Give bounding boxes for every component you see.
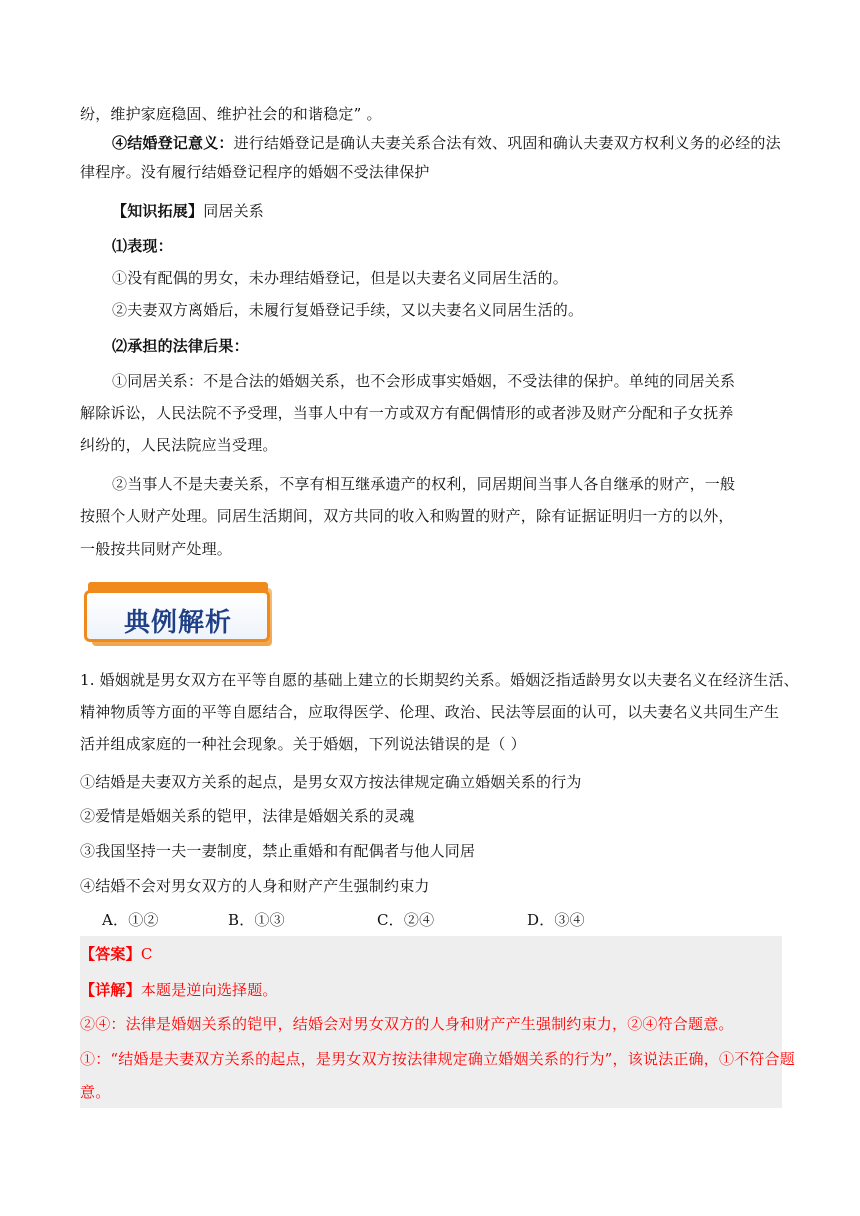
answer-label: 【答案】 [80,945,141,963]
question-stem-line: 1. 婚姻就是男女双方在平等自愿的基础上建立的长期契约关系。婚姻泛指适龄男女以夫妻名义在经济生活、 [80,671,799,689]
option-a: A．①② [102,911,159,929]
question-stem-line: 活并组成家庭的一种社会现象。关于婚姻，下列说法错误的是（ ） [80,735,526,753]
banner-title: 典例解析 [123,608,232,638]
text-line: 纠纷的，人民法院应当受理。 [80,436,278,454]
text-line: ②当事人不是夫妻关系，不享有相互继承遗产的权利，同居期间当事人各自继承的财产，一般 [112,475,736,493]
text-line: ②夫妻双方离婚后，未履行复婚登记手续，又以夫妻名义同居生活的。 [112,301,584,319]
bracket-label: 【知识拓展】 [112,202,204,220]
section-heading: 结婚登记意义： [127,134,234,152]
text-line: ①没有配偶的男女，未办理结婚登记，但是以夫妻名义同居生活的。 [112,269,569,287]
marriage-registration-paragraph [112,133,782,153]
option-b: B．①③ [228,911,285,929]
question-stem-line: 精神物质等方面的平等自愿结合，应取得医学、伦理、政治、民法等层面的认可，以夫妻名义共同生产生 [80,703,780,721]
subsection-heading: ⑵承担的法律后果： [112,337,249,355]
detail-text: 本题是逆向选择题。 [140,981,278,999]
text-line: 一般按共同财产处理。 [80,540,233,558]
detail-line [80,980,782,1000]
detail-label: 【详解】 [80,981,141,999]
answer-value: C [140,945,153,963]
explanation-line: ①：“结婚是夫妻双方关系的起点，是男女双方按法律规定确立婚姻关系的行为”，该说法正确，①不符合题 [80,1050,795,1068]
explanation-line: 意。 [80,1083,111,1101]
text-span: 进行结婚登记是确认夫妻关系合法有效、巩固和确认夫妻双方权利义务的必经的法 [233,134,781,152]
text-line: 解除诉讼，人民法院不予受理，当事人中有一方或双方有配偶情形的或者涉及财产分配和子女抚养 [80,404,734,422]
knowledge-extension-heading [112,201,782,221]
question-item: ①结婚是夫妻双方关系的起点，是男女双方按法律规定确立婚姻关系的行为 [80,773,582,791]
explanation-line: ②④：法律是婚姻关系的铠甲，结婚会对男女双方的人身和财产产生强制约束力，②④符合题意。 [80,1015,734,1033]
text-line: 按照个人财产处理。同居生活期间，双方共同的收入和购置的财产，除有证据证明归一方的以外， [80,507,734,525]
example-analysis-banner [80,580,276,650]
subsection-heading: ⑴表现： [112,237,173,255]
question-item: ②爱情是婚姻关系的铠甲，法律是婚姻关系的灵魂 [80,807,415,825]
answer-line [80,944,782,964]
question-item: ④结婚不会对男女双方的人身和财产产生强制约束力 [80,877,430,895]
option-d: D．③④ [527,911,585,929]
text-line: 纷，维护家庭稳固、维护社会的和谐稳定” 。 [80,105,382,123]
circled-number-marker: ④ [112,134,128,152]
text-line: 律程序。没有履行结婚登记程序的婚姻不受法律保护 [80,163,430,181]
question-item: ③我国坚持一夫一妻制度，禁止重婚和有配偶者与他人同居 [80,842,476,860]
heading-topic: 同居关系 [203,202,265,220]
text-line: ①同居关系：不是合法的婚姻关系，也不会形成事实婚姻，不受法律的保护。单纯的同居关系 [112,372,736,390]
option-c: C．②④ [377,911,435,929]
